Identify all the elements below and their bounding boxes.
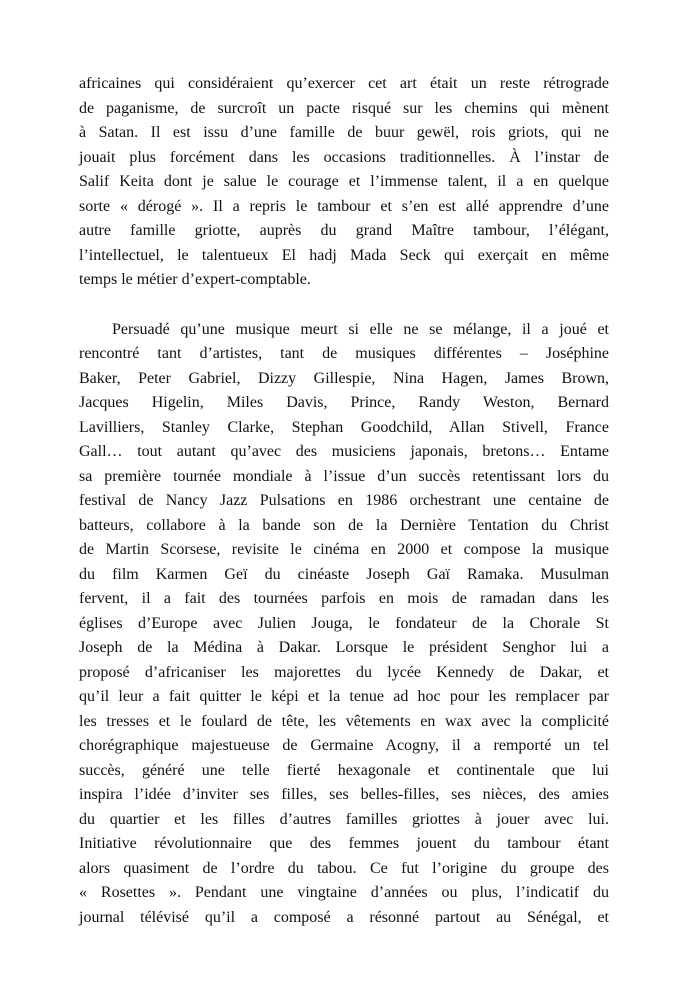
text-line: de paganisme, de surcroît un pacte risqué sur les chemins qui mènent bbox=[79, 99, 609, 117]
text-line: proposé d’africaniser les majorettes du lycée Kennedy de Dakar, et bbox=[79, 663, 609, 681]
text-line: rencontré tant d’artistes, tant de musiques différentes – Joséphine bbox=[79, 345, 609, 362]
text-line: Persuadé qu’une musique meurt si elle ne se mélange, il a joué et bbox=[112, 320, 609, 338]
text-line: Joseph de la Médina à Dakar. Lorsque le président Senghor lui a bbox=[79, 639, 609, 656]
text-line: églises d’Europe avec Julien Jouga, le fondateur de la Chorale St bbox=[79, 614, 609, 632]
text-line: du quartier et les filles d’autres familles griottes à jouer avec lui. bbox=[79, 810, 609, 828]
text-line: succès, généré une telle fierté hexagonale et continentale que lui bbox=[79, 761, 609, 779]
text-line: sa première tournée mondiale à l’issue d’un succès retentissant lors du bbox=[79, 467, 609, 485]
text-line: alors quasiment de l’ordre du tabou. Ce fut l’origine du groupe des bbox=[79, 859, 609, 877]
text-line: Salif Keita dont je salue le courage et l’immense talent, il a en quelque bbox=[79, 173, 609, 190]
text-line: qu’il leur a fait quitter le képi et la tenue ad hoc pour les remplacer par bbox=[79, 688, 609, 705]
text-line: chorégraphique majestueuse de Germaine Acogny, il a remporté un tel bbox=[79, 737, 609, 754]
text-line: festival de Nancy Jazz Pulsations en 1986 orchestrant une centaine de bbox=[79, 492, 609, 509]
text-line: jouait plus forcément dans les occasions traditionnelles. À l’instar de bbox=[79, 148, 609, 166]
paragraph-1 bbox=[79, 72, 609, 293]
document-page bbox=[79, 72, 609, 930]
paragraph-2 bbox=[79, 318, 609, 931]
text-line: inspira l’idée d’inviter ses filles, ses belles-filles, ses nièces, des amies bbox=[79, 786, 609, 803]
text-line: de Martin Scorsese, revisite le cinéma en 2000 et compose la musique bbox=[79, 541, 609, 558]
text-line: sorte « dérogé ». Il a repris le tambour et s’en est allé apprendre d’une bbox=[79, 197, 609, 215]
text-line: Baker, Peter Gabriel, Dizzy Gillespie, Nina Hagen, James Brown, bbox=[79, 369, 609, 387]
text-line: l’intellectuel, le talentueux El hadj Mada Seck qui exerçait en même bbox=[79, 246, 609, 264]
text-line: Jacques Higelin, Miles Davis, Prince, Randy Weston, Bernard bbox=[79, 394, 609, 411]
text-line: du film Karmen Geï du cinéaste Joseph Gaï Ramaka. Musulman bbox=[79, 565, 609, 583]
text-line: les tresses et le foulard de tête, les vêtements en wax avec la complicité bbox=[79, 712, 609, 730]
text-line: Initiative révolutionnaire que des femmes jouent du tambour étant bbox=[79, 835, 609, 852]
text-line: Gall… tout autant qu’avec des musiciens japonais, bretons… Entame bbox=[79, 443, 609, 460]
text-line: journal télévisé qu’il a composé a résonné partout au Sénégal, et bbox=[79, 908, 609, 926]
text-line: « Rosettes ». Pendant une vingtaine d’années ou plus, l’indicatif du bbox=[79, 884, 609, 901]
text-line: autre famille griotte, auprès du grand Maître tambour, l’élégant, bbox=[79, 222, 609, 239]
text-line: temps le métier d’expert-comptable. bbox=[79, 271, 311, 288]
text-line: batteurs, collabore à la bande son de la Dernière Tentation du Christ bbox=[79, 516, 609, 534]
text-line: à Satan. Il est issu d’une famille de buur gewël, rois griots, qui ne bbox=[79, 124, 609, 141]
text-line: Lavilliers, Stanley Clarke, Stephan Goodchild, Allan Stivell, France bbox=[79, 418, 609, 436]
paragraph-spacer bbox=[79, 293, 609, 318]
text-line: africaines qui considéraient qu’exercer cet art était un reste rétrograde bbox=[79, 75, 609, 92]
text-line: fervent, il a fait des tournées parfois en mois de ramadan dans les bbox=[79, 590, 609, 607]
